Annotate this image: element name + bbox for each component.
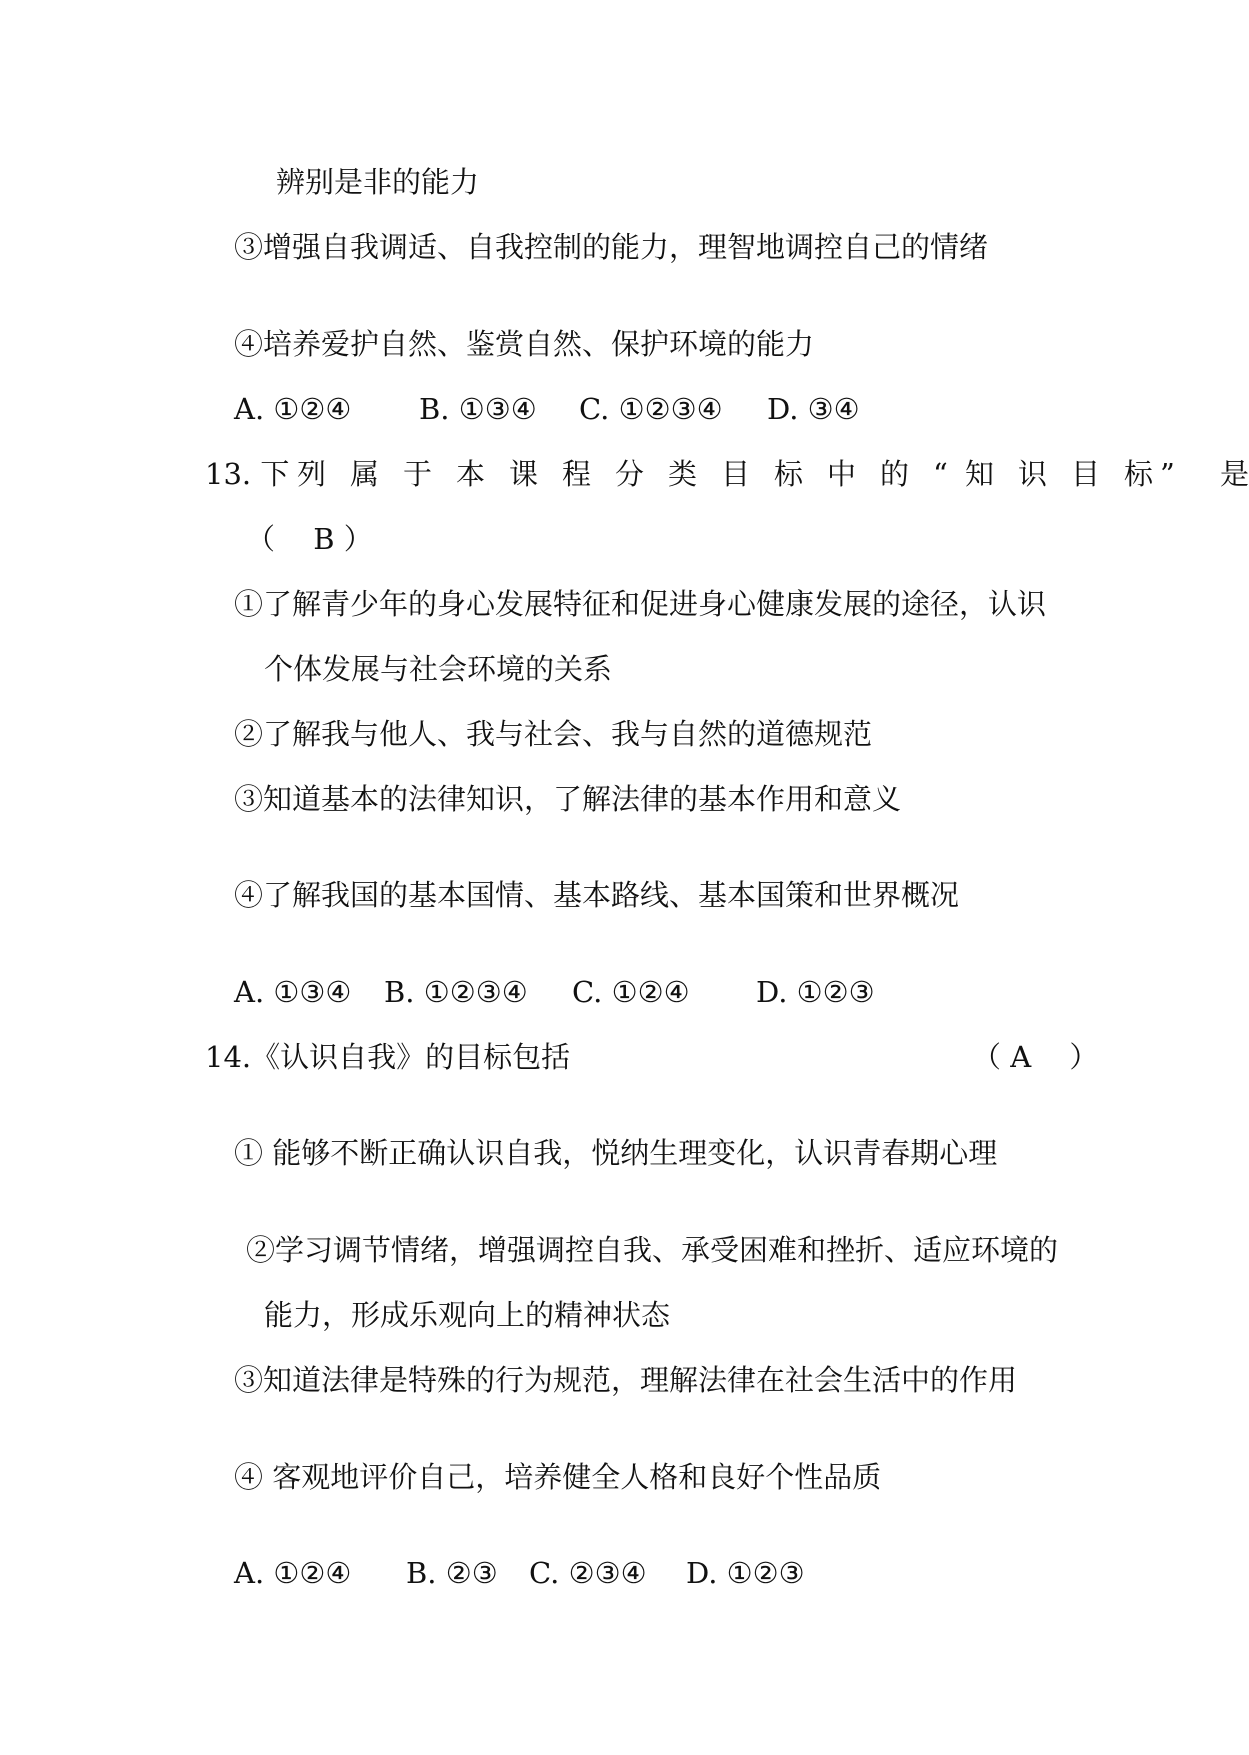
q14-item-2-continuation: 能力，形成乐观向上的精神状态 xyxy=(264,1298,671,1332)
prev-option-a: A. ①②④ xyxy=(234,392,352,426)
q13-item-1: ①了解青少年的身心发展特征和促进身心健康发展的途径，认识 xyxy=(234,587,1047,621)
q13-item-1-continuation: 个体发展与社会环境的关系 xyxy=(264,652,613,686)
q13-item-2: ②了解我与他人、我与社会、我与自然的道德规范 xyxy=(234,717,873,751)
q13-options xyxy=(234,975,934,1009)
q13-stem-char: 知 xyxy=(965,457,995,491)
prev-option-b: B. ①③④ xyxy=(419,392,537,426)
q14-item-4: ④ 客观地评价自己，培养健全人格和良好个性品质 xyxy=(234,1460,882,1494)
q13-item-3: ③知道基本的法律知识，了解法律的基本作用和意义 xyxy=(234,782,902,816)
q13-stem-char: 目 xyxy=(721,457,751,491)
q13-stem-char: “ xyxy=(933,457,948,491)
q14-option-a: A. ①②④ xyxy=(234,1556,352,1590)
q13-stem-char: 标 xyxy=(1124,457,1154,491)
q14-item-2: ②学习调节情绪，增强调控自我、承受困难和挫折、适应环境的 xyxy=(246,1233,1059,1267)
q13-stem-char: 的 xyxy=(880,457,910,491)
prev-item-2-continuation: 辨别是非的能力 xyxy=(276,165,480,199)
q13-option-d: D. ①②③ xyxy=(756,975,875,1009)
q13-stem-char: 标 xyxy=(774,457,804,491)
q13-answer-bracket: （ B ） xyxy=(246,522,373,556)
q13-item-4: ④了解我国的基本国情、基本路线、基本国策和世界概况 xyxy=(234,878,960,912)
q13-stem-char: 本 xyxy=(456,457,486,491)
q13-stem-char: 分 xyxy=(615,457,645,491)
prev-item-3: ③增强自我调适、自我控制的能力，理智地调控自己的情绪 xyxy=(234,230,989,264)
prev-option-c: C. ①②③④ xyxy=(579,392,723,426)
q13-stem-char: ” xyxy=(1160,457,1175,491)
q13-stem-char: 类 xyxy=(668,457,698,491)
q13-stem-char: 属 xyxy=(350,457,380,491)
prev-item-4: ④培养爱护自然、鉴赏自然、保护环境的能力 xyxy=(234,327,815,361)
q13-option-c: C. ①②④ xyxy=(572,975,690,1009)
q14-option-b: B. ②③ xyxy=(406,1556,498,1590)
q13-option-b: B. ①②③④ xyxy=(384,975,528,1009)
prev-option-d: D. ③④ xyxy=(767,392,860,426)
q13-stem-char: 是 xyxy=(1220,457,1249,491)
q14-item-3: ③知道法律是特殊的行为规范，理解法律在社会生活中的作用 xyxy=(234,1363,1018,1397)
q13-stem-char: 13. 下 xyxy=(205,457,290,491)
q14-answer-bracket: （ A ） xyxy=(972,1040,1099,1074)
q13-stem-char: 目 xyxy=(1071,457,1101,491)
q13-stem-char: 列 xyxy=(297,457,327,491)
q13-stem-char: 于 xyxy=(403,457,433,491)
q14-option-c: C. ②③④ xyxy=(529,1556,647,1590)
q13-stem xyxy=(205,457,1249,491)
q13-option-a: A. ①③④ xyxy=(234,975,352,1009)
q14-stem: 14.《认识自我》的目标包括 xyxy=(205,1040,571,1074)
q14-option-d: D. ①②③ xyxy=(686,1556,805,1590)
q13-stem-char: 课 xyxy=(509,457,539,491)
q13-stem-char: 中 xyxy=(827,457,857,491)
q13-stem-char: 识 xyxy=(1018,457,1048,491)
q13-stem-char: 程 xyxy=(562,457,592,491)
q14-item-1: ① 能够不断正确认识自我，悦纳生理变化，认识青春期心理 xyxy=(234,1136,998,1170)
prev-options xyxy=(234,392,934,426)
q14-options xyxy=(234,1556,934,1590)
